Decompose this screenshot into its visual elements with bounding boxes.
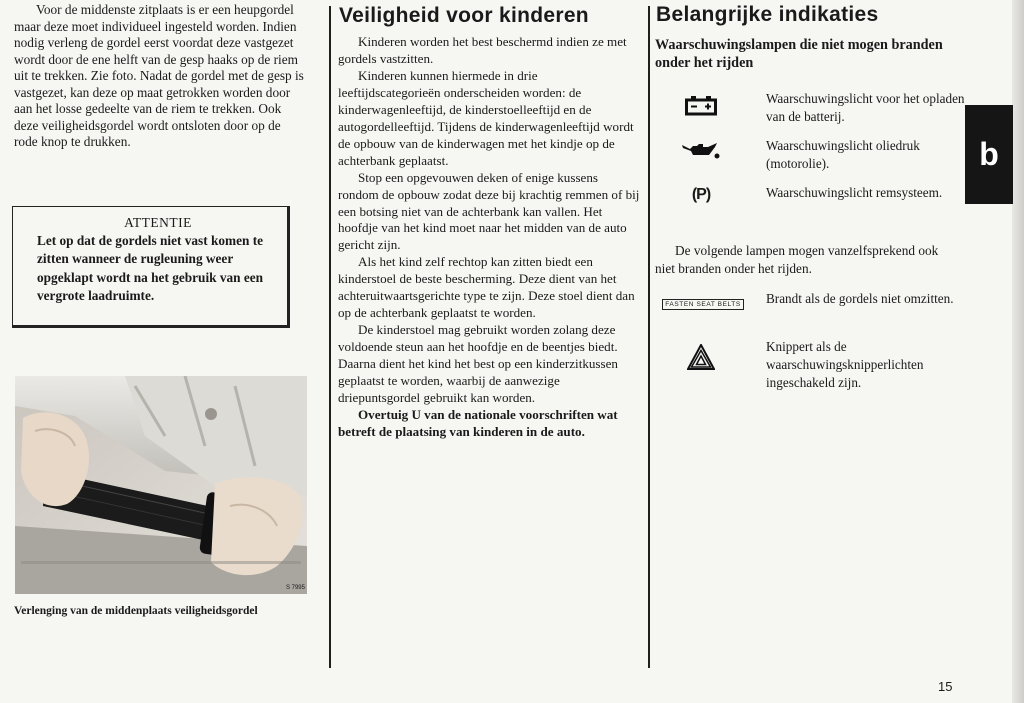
- photo-code: S 7995: [285, 585, 305, 591]
- warning-lamps-subtitle: Waarschuwingslampen die niet mogen branden onder het rijden: [655, 37, 943, 71]
- column-rule: [648, 6, 650, 668]
- column-rule: [329, 6, 331, 668]
- paragraph: Kinderen worden het best beschermd indien ze met gordels vastzitten.: [338, 34, 627, 66]
- paragraph: Als het kind zelf rechtop kan zitten biedt een kinderstoel de beste bescherming. Deze dient van het achteruitwaartsgerichte type te zijn. Deze stoel dient dan op de achterbank geplaatst te worden.: [338, 254, 635, 321]
- attention-text: Let op dat de gordels niet vast komen te zitten wanneer de rugleuning weer opgeklapt wordt na het gebruik van een vergrote laadruimte.: [37, 233, 264, 304]
- section-title-indications: Belangrijke indikaties: [656, 3, 879, 26]
- paragraph: De volgende lampen mogen vanzelfsprekend ook niet branden onder het rijden.: [655, 243, 939, 276]
- oil-can-icon: [679, 141, 723, 161]
- indicator-text: Waarschuwingslicht oliedruk (motorolie).: [766, 138, 920, 171]
- additional-lamps-note: [655, 242, 955, 278]
- indicator-text: Waarschuwingslicht voor het opladen van de batterij.: [766, 91, 965, 124]
- attention-box: [12, 206, 290, 328]
- seatbelt-warning-icon: FASTEN SEAT BELTS: [662, 299, 744, 310]
- hazard-triangle-icon: [679, 344, 723, 370]
- page-edge: [1012, 0, 1024, 703]
- brake-warning-icon: (P): [691, 186, 711, 203]
- indicator-text: Waarschuwingslicht remsysteem.: [766, 185, 943, 200]
- section-title-children-safety: Veiligheid voor kinderen: [339, 4, 589, 27]
- paragraph: Stop een opgevouwen deken of enige kussens rondom de opbouw zodat deze bij krachtig remmen of bij een botsing niet van de achterbank kan vallen. Het hoofdje van het kind moet naar het midden van de auto gericht zijn.: [338, 169, 640, 253]
- section-tab: b: [965, 105, 1013, 204]
- regulations-note: Overtuig U van de nationale voorschriften wat betreft de plaatsing van kinderen in de auto.: [338, 406, 618, 439]
- indicator-text: Knippert als de waarschuwingsknipperlichten ingeschakeld zijn.: [766, 339, 924, 390]
- page-number: 15: [938, 679, 953, 694]
- indicator-text: Brandt als de gordels niet omzitten.: [766, 291, 954, 306]
- seatbelt-photo-illustration: [15, 376, 307, 594]
- attention-title: ATTENTIE: [124, 215, 192, 230]
- left-column: [14, 0, 306, 151]
- seatbelt-photo: [15, 376, 307, 594]
- paragraph: Kinderen kunnen hiermede in drie leeftijdscategorieën onderscheiden worden: de kinderwagenleeftijd, de kinderstoelleeftijd en de autogordelleeftijd. Tijdens de kinderwagenleeftijd wordt de opbouw van de kinderwagen met het kindje op de achterbank geplaatst.: [338, 67, 634, 168]
- photo-caption: Verlenging van de middenplaats veiligheidsgordel: [14, 605, 258, 617]
- children-safety-body: [338, 34, 640, 441]
- battery-icon: [679, 96, 723, 116]
- paragraph: De kinderstoel mag gebruikt worden zolang deze voldoende steun aan het hoofdje en de beentjes biedt. Daarna dient het kind het best op een kinderzitkussen geplaatst te worden, waarbij de aanwezige driepuntsgordel gebruikt kan worden.: [338, 322, 618, 406]
- intro-paragraph: Voor de middenste zitplaats is er een heupgordel maar deze moet individueel ingesteld worden. Indien nodig verleng de gordel eerst voordat deze vastgezet wordt door de ene helft van de gesp haaks op de riem uit te trekken. Zie foto. Nadat de gordel met de gesp is vastgezet, kan deze op maat getrokken worden door aan het losse gedeelte van de riem te trekken. Ook deze veiligheidsgordel wordt ontsloten door op de rode knop te drukken.: [14, 2, 304, 149]
